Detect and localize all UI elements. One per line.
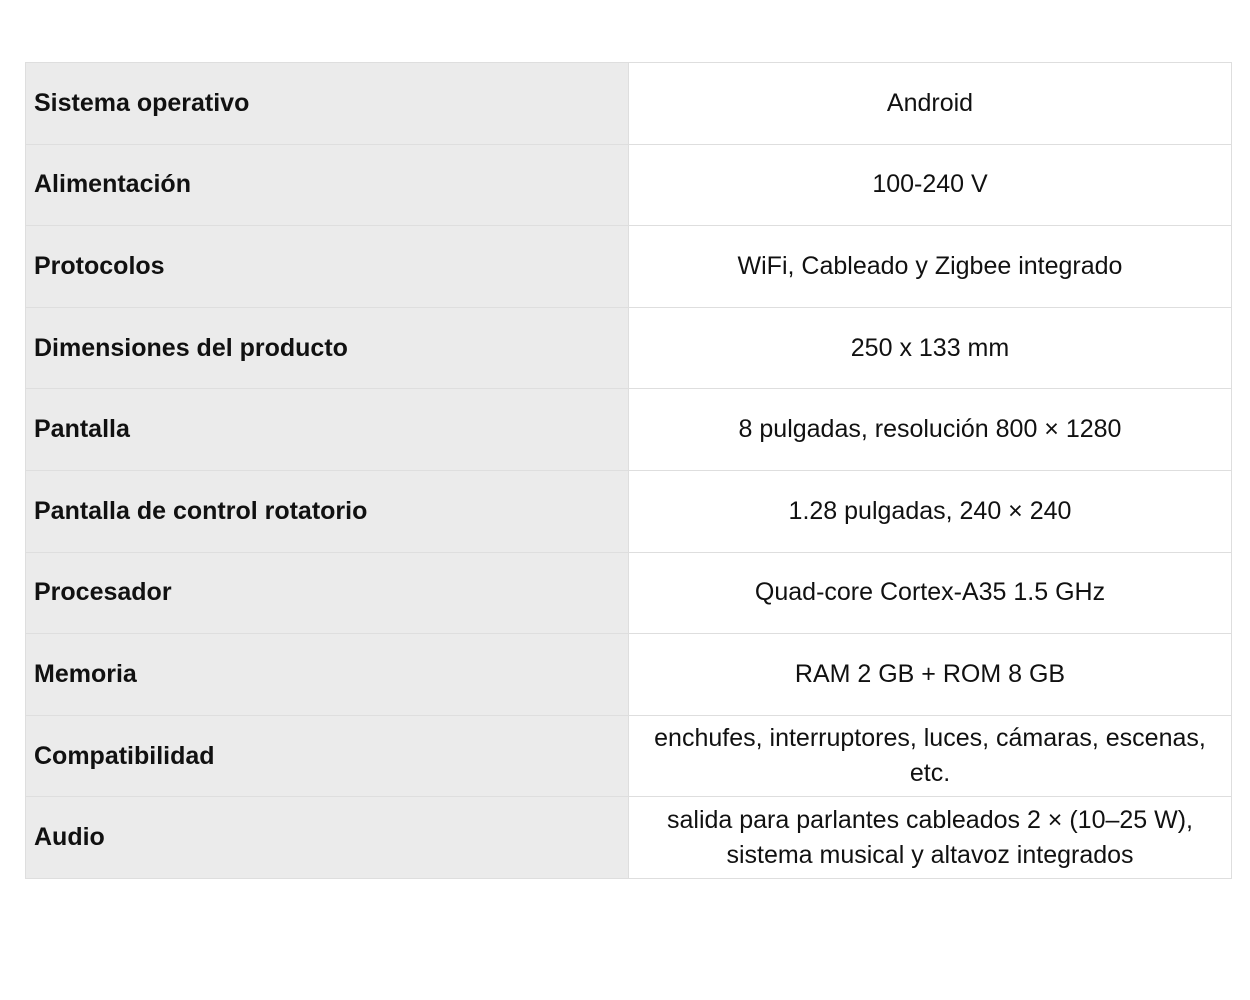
table-row (26, 634, 1232, 716)
spec-label: Memoria (26, 634, 629, 716)
table-row (26, 144, 1232, 226)
spec-label: Protocolos (26, 226, 629, 308)
spec-label: Audio (26, 797, 629, 879)
spec-value: Android (629, 63, 1232, 145)
spec-value: Quad-core Cortex-A35 1.5 GHz (629, 552, 1232, 634)
spec-label: Dimensiones del producto (26, 307, 629, 389)
spec-label: Compatibilidad (26, 715, 629, 797)
spec-table-body (26, 63, 1232, 879)
spec-label: Pantalla de control rotatorio (26, 470, 629, 552)
spec-value: enchufes, interruptores, luces, cámaras, escenas, etc. (629, 715, 1232, 797)
table-row (26, 389, 1232, 471)
spec-value: RAM 2 GB + ROM 8 GB (629, 634, 1232, 716)
table-row (26, 63, 1232, 145)
spec-value: WiFi, Cableado y Zigbee integrado (629, 226, 1232, 308)
spec-table (25, 62, 1232, 879)
spec-value: 100-240 V (629, 144, 1232, 226)
spec-label: Alimentación (26, 144, 629, 226)
spec-value: salida para parlantes cableados 2 × (10–25 W), sistema musical y altavoz integrados (629, 797, 1232, 879)
spec-label: Pantalla (26, 389, 629, 471)
table-row (26, 470, 1232, 552)
spec-value: 250 x 133 mm (629, 307, 1232, 389)
table-row (26, 797, 1232, 879)
table-row (26, 715, 1232, 797)
spec-value: 8 pulgadas, resolución 800 × 1280 (629, 389, 1232, 471)
spec-label: Sistema operativo (26, 63, 629, 145)
spec-label: Procesador (26, 552, 629, 634)
table-row (26, 307, 1232, 389)
table-row (26, 552, 1232, 634)
table-row (26, 226, 1232, 308)
spec-value: 1.28 pulgadas, 240 × 240 (629, 470, 1232, 552)
